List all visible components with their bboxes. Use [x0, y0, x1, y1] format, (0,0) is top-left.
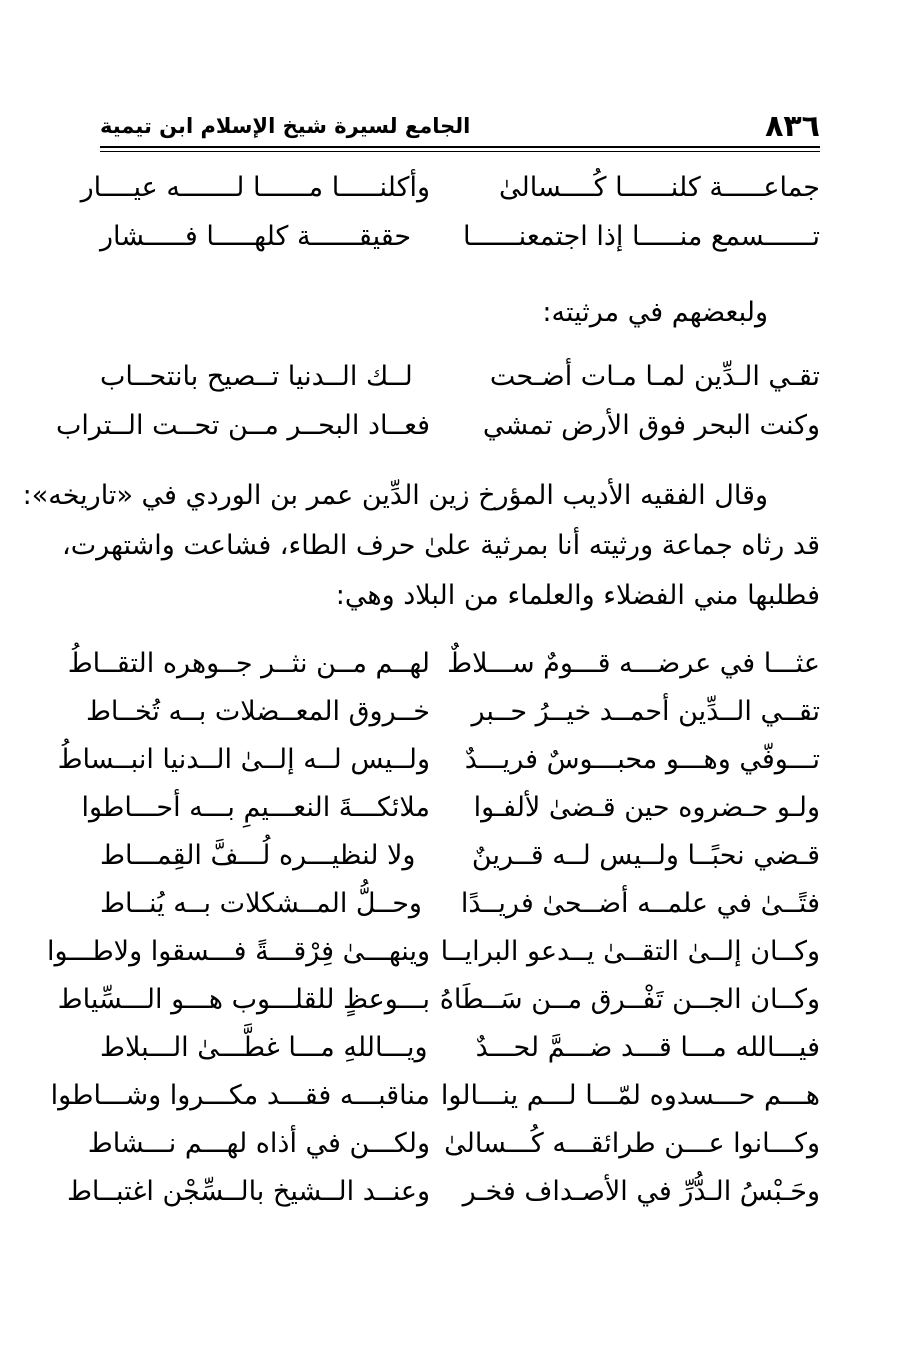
verse-line — [66, 1165, 820, 1217]
verse-line — [100, 829, 820, 881]
verse-line — [47, 925, 820, 977]
verse-line — [50, 1069, 820, 1121]
verse-second-hemistich: لــك الــدنيا تــصيح بانتحــاب — [100, 360, 413, 392]
verse-first-hemistich: عثـــا في عرضـــه قـــومٌ ســـلاطٌ — [447, 647, 820, 679]
verse-line — [100, 210, 820, 262]
verse-second-hemistich: وحــلُّ المــشكلات بــه يُنــاط — [100, 887, 422, 919]
verse-line — [100, 877, 820, 929]
verse-second-hemistich: وعنــد الــشيخ بالــسِّجْن اغتبــاط — [66, 1175, 430, 1207]
verse-first-hemistich: وكــان إلــىٰ التقــىٰ يــدعو البرايــا — [440, 935, 820, 967]
verse-line — [81, 781, 820, 833]
verse-second-hemistich: ويـــاللهِ مـــا غطَّـــىٰ الـــبلاط — [100, 1031, 428, 1063]
verse-line — [80, 161, 820, 213]
verse-line — [85, 685, 820, 737]
verse-line — [57, 733, 820, 785]
verse-second-hemistich: مناقبـــه فقـــد مكـــروا وشـــاطوا — [50, 1079, 430, 1111]
verse-first-hemistich: تـــوفّي وهـــو محبـــوسٌ فريـــدٌ — [464, 743, 820, 775]
verse-first-hemistich: تــــــسمع منـــــا إذا اجتمعنــــــا — [462, 220, 820, 252]
page-header — [100, 108, 820, 144]
verse-line — [100, 350, 820, 402]
verse-first-hemistich: تقـي الـدِّين لمـا مـات أضـحت — [489, 360, 820, 392]
verse-first-hemistich: تقــي الــدِّين أحمــد خيــرُ حــبر — [471, 695, 820, 727]
verse-first-hemistich: قـضي نحبًــا ولــيس لــه قــرينٌ — [471, 839, 820, 871]
verse-line — [67, 637, 820, 689]
verse-first-hemistich: فتًــىٰ في علمــه أضــحىٰ فريــدًا — [460, 887, 820, 919]
verse-first-hemistich: وكنت البحر فوق الأرض تمشي — [482, 409, 820, 441]
verse-line — [57, 973, 820, 1025]
verse-first-hemistich: هـــم حـــسدوه لمّـــا لـــم ينـــالوا — [440, 1079, 820, 1111]
verse-second-hemistich: وينهـــىٰ فِرْقـــةً فـــسقوا ولاطـــوا — [47, 935, 430, 967]
paragraph-line: وقال الفقيه الأديب المؤرخ زين الدِّين عمر بن الوردي في «تاريخه»: — [22, 480, 768, 511]
verse-first-hemistich: جماعـــــة كلنــــــا كُــــسالىٰ — [499, 171, 820, 203]
verse-line — [56, 399, 820, 451]
verse-second-hemistich: حقيقــــــة كلهـــــا فـــــشار — [100, 220, 412, 252]
verse-second-hemistich: بـــوعظٍ للقلـــوب هـــو الـــسِّياط — [57, 983, 430, 1015]
header-rule-thin — [100, 151, 820, 152]
verse-first-hemistich: فيـــالله مـــا قـــد ضـــمَّ لحـــدٌ — [475, 1031, 820, 1063]
verse-first-hemistich: وكــان الجــن تَفْــرق مــن سَــطَاهُ — [439, 983, 820, 1015]
verse-second-hemistich: ملائكـــةَ النعـــيمِ بـــه أحـــاطوا — [81, 791, 430, 823]
paragraph-line: قد رثاه جماعة ورثيته أنا بمرثية علىٰ حرف الطاء، فشاعت واشتهرت، — [62, 530, 820, 561]
header-rule-thick — [100, 146, 820, 148]
running-title: الجامع لسيرة شيخ الإسلام ابن تيمية — [100, 114, 471, 138]
verse-first-hemistich: وكـــانوا عـــن طرائقـــه كُـــسالىٰ — [444, 1127, 820, 1159]
page-number: ٨٣٦ — [765, 108, 820, 144]
paragraph-line: فطلبها مني الفضلاء والعلماء من البلاد وهي: — [335, 580, 820, 611]
verse-second-hemistich: لهــم مــن نثــر جــوهره التقــاطُ — [67, 647, 430, 679]
verse-second-hemistich: ولــيس لــه إلــىٰ الــدنيا انبــساطُ — [57, 743, 430, 775]
verse-second-hemistich: ولكـــن في أذاه لهـــم نـــشاط — [87, 1127, 430, 1159]
verse-first-hemistich: ولـو حـضروه حين قـضىٰ لألفـوا — [473, 791, 820, 823]
verse-first-hemistich: وحَـبْسُ الـدُّرِّ في الأصـداف فخـر — [462, 1175, 820, 1207]
intro-line: ولبعضهم في مرثيته: — [542, 297, 768, 328]
verse-second-hemistich: وأكلنـــــا مــــــا لـــــــه عيــــار — [80, 171, 430, 203]
verse-second-hemistich: ولا لنظيـــره لُـــفَّ القِمـــاط — [100, 839, 416, 871]
verse-second-hemistich: خــروق المعــضلات بــه تُخــاط — [85, 695, 430, 727]
verse-line — [87, 1117, 820, 1169]
verse-line — [100, 1021, 820, 1073]
verse-second-hemistich: فعــاد البحــر مــن تحــت الــتراب — [56, 409, 430, 441]
